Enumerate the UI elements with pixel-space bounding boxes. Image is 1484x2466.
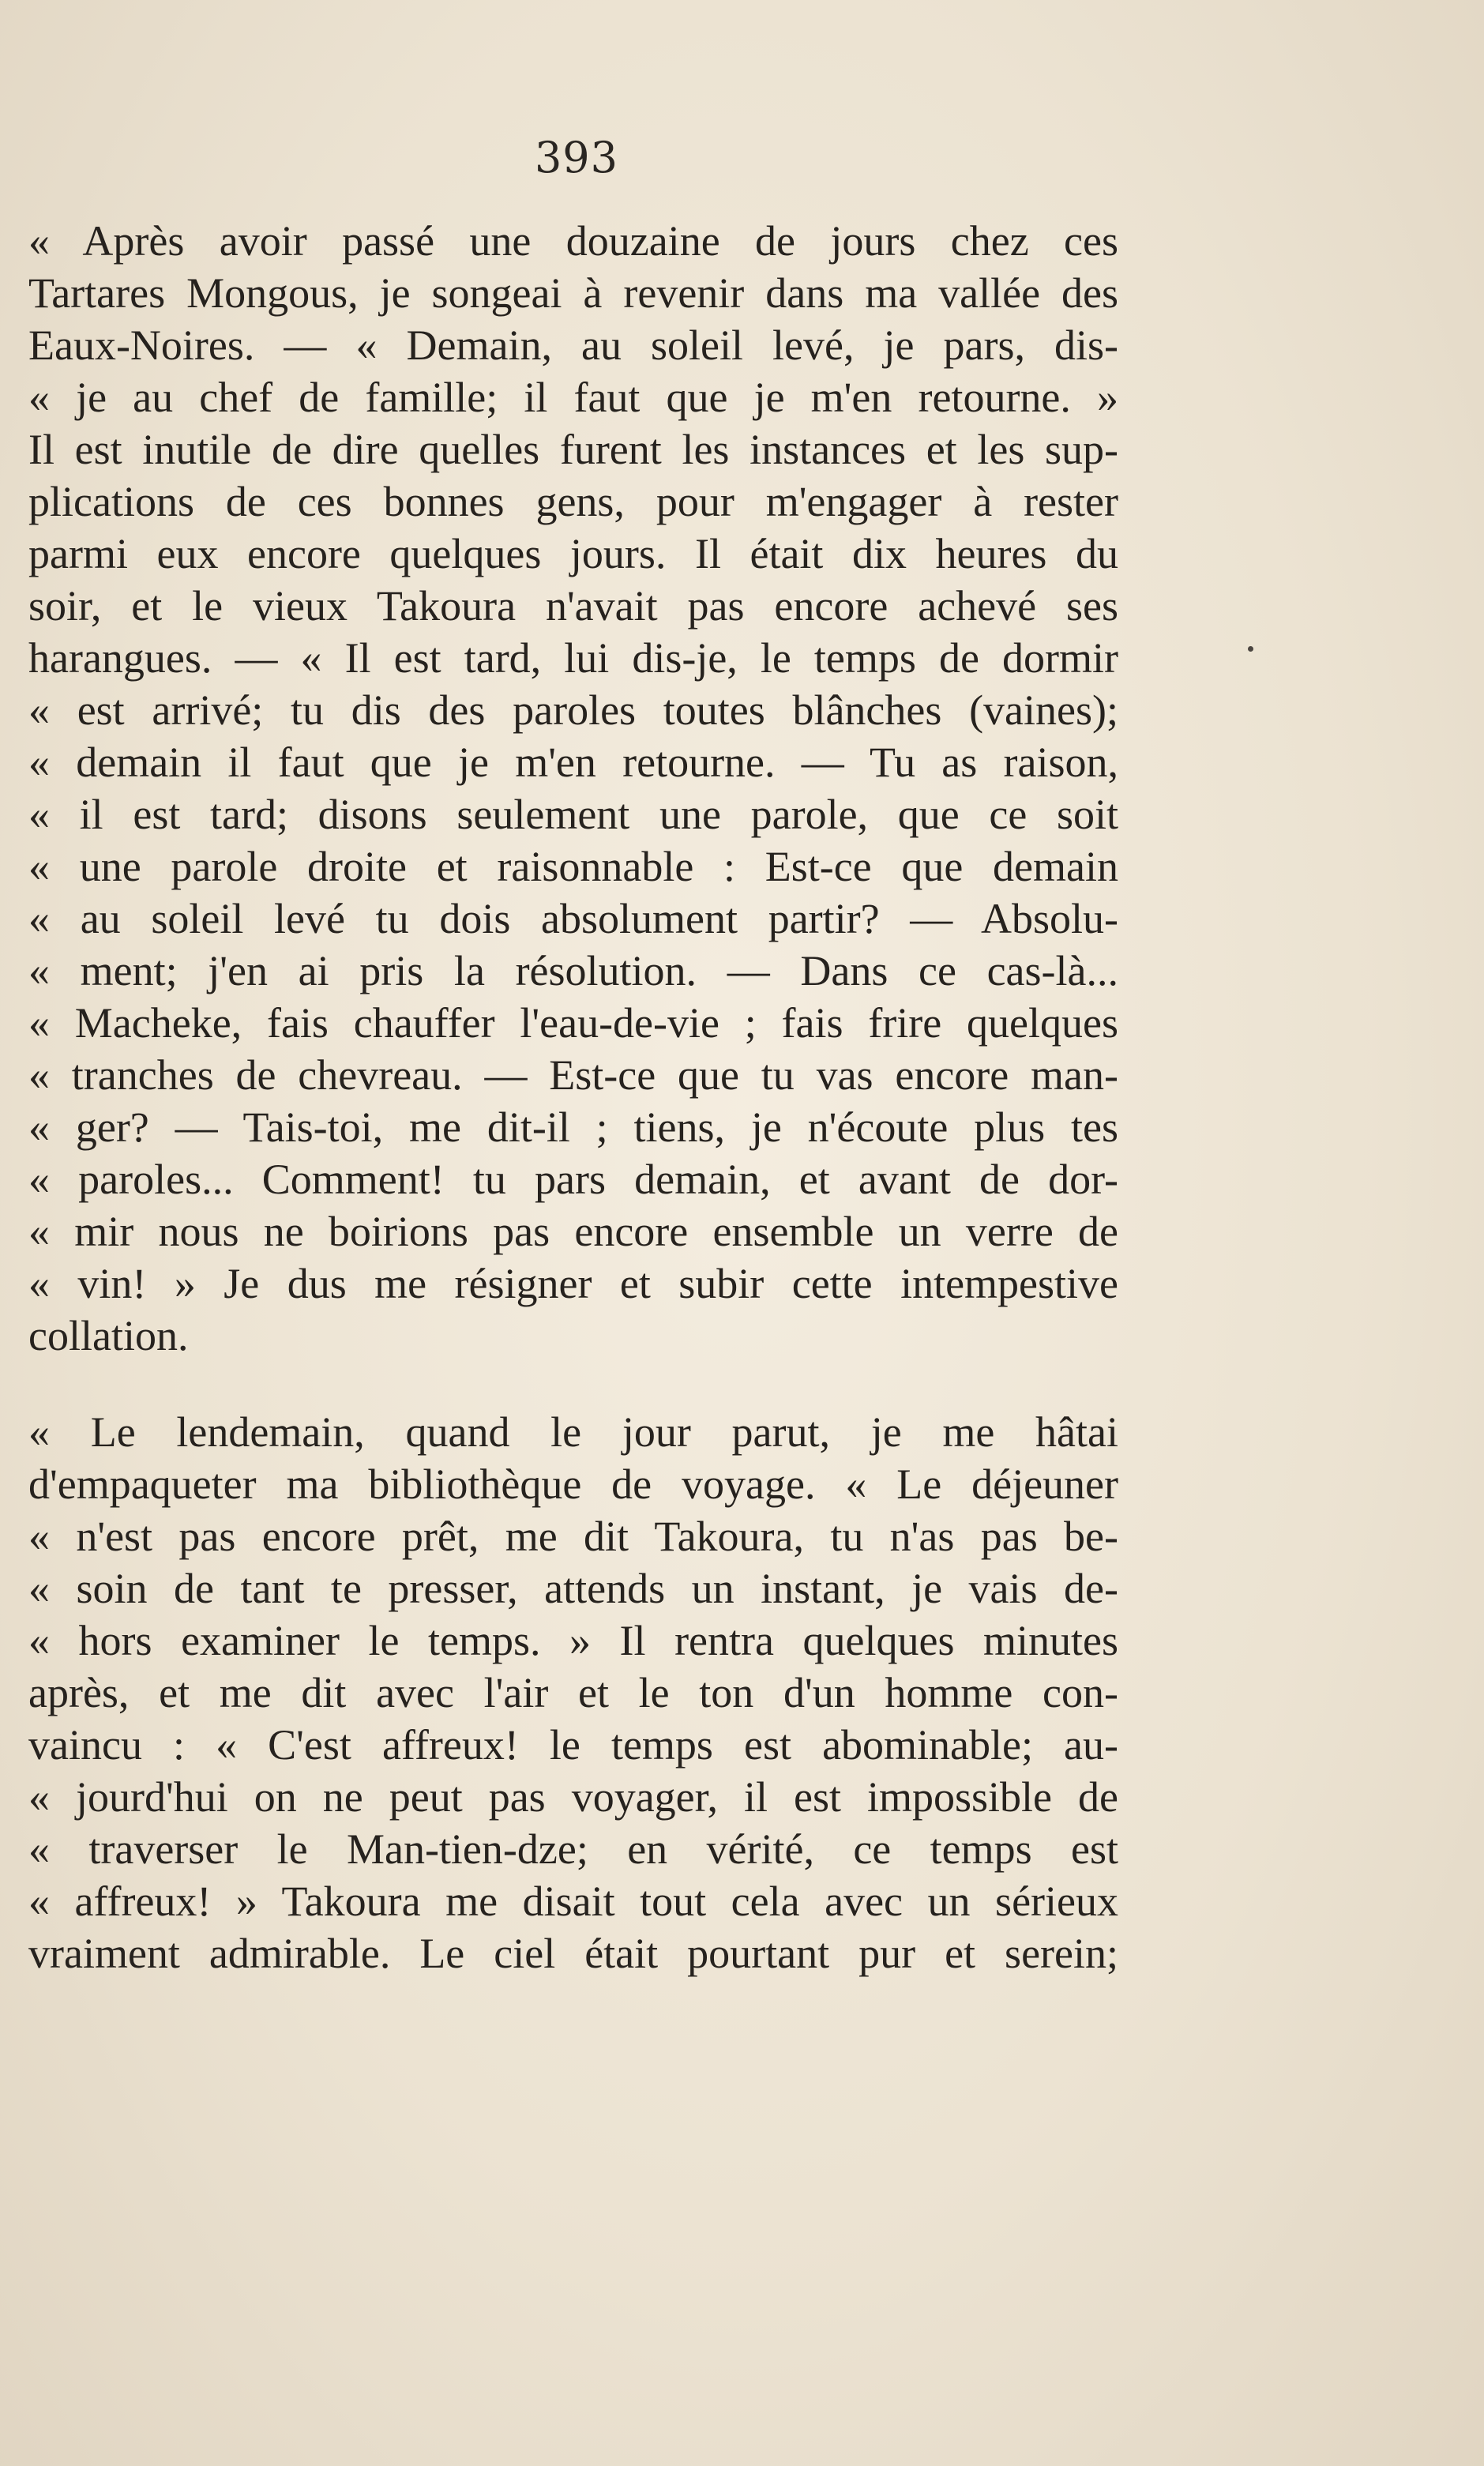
text-line: plications de ces bonnes gens, pour m'engager à rester <box>28 478 1118 525</box>
text-line: « au soleil levé tu dois absolument partir? — Absolu- <box>28 895 1118 942</box>
text-line: « Le lendemain, quand le jour parut, je me hâtai <box>28 1408 1118 1456</box>
text-line: « ment; j'en ai pris la résolution. — Dans ce cas-là... <box>28 947 1118 994</box>
text-line: après, et me dit avec l'air et le ton d'un homme con- <box>28 1669 1118 1716</box>
text-line: « je au chef de famille; il faut que je m'en retourne. » <box>28 374 1118 421</box>
text-line: « hors examiner le temps. » Il rentra quelques minutes <box>28 1617 1118 1664</box>
text-line: « Après avoir passé une douzaine de jours chez ces <box>28 217 1118 265</box>
text-line: « soin de tant te presser, attends un instant, je vais de- <box>28 1565 1118 1612</box>
text-line: harangues. — « Il est tard, lui dis-je, le temps de dormir <box>28 634 1118 682</box>
text-line: « ger? — Tais-toi, me dit-il ; tiens, je n'écoute plus tes <box>28 1103 1118 1151</box>
text-line: d'empaqueter ma bibliothèque de voyage. « Le déjeuner <box>28 1460 1118 1508</box>
text-line: Tartares Mongous, je songeai à revenir dans ma vallée des <box>28 269 1118 317</box>
text-line: « traverser le Man-tien-dze; en vérité, ce temps est <box>28 1825 1118 1873</box>
text-line: « n'est pas encore prêt, me dit Takoura, tu n'as pas be- <box>28 1513 1118 1560</box>
text-line: « tranches de chevreau. — Est-ce que tu vas encore man- <box>28 1051 1118 1099</box>
paragraph <box>28 215 1118 1362</box>
page-number: 393 <box>534 133 619 182</box>
text-line: parmi eux encore quelques jours. Il était dix heures du <box>28 530 1118 577</box>
text-line: « demain il faut que je m'en retourne. — Tu as raison, <box>28 739 1118 786</box>
paragraph-gap <box>28 1362 1118 1406</box>
text-line: « jourd'hui on ne peut pas voyager, il est impossible de <box>28 1773 1118 1821</box>
text-line: vraiment admirable. Le ciel était pourtant pur et serein; <box>28 1930 1118 1977</box>
ink-speck <box>1248 646 1253 652</box>
text-line: Eaux-Noires. — « Demain, au soleil levé, je pars, dis- <box>28 321 1118 369</box>
text-line: « paroles... Comment! tu pars demain, et avant de dor- <box>28 1156 1118 1203</box>
text-line: « Macheke, fais chauffer l'eau-de-vie ; fais frire quelques <box>28 999 1118 1047</box>
body-text <box>28 215 1118 1979</box>
text-line: « une parole droite et raisonnable : Est-ce que demain <box>28 843 1118 890</box>
text-line: « vin! » Je dus me résigner et subir cette intempestive <box>28 1260 1118 1307</box>
text-line: « affreux! » Takoura me disait tout cela avec un sérieux <box>28 1878 1118 1925</box>
text-line: Il est inutile de dire quelles furent les instances et les sup- <box>28 426 1118 473</box>
text-line: « est arrivé; tu dis des paroles toutes blânches (vaines); <box>28 686 1118 734</box>
paragraph <box>28 1406 1118 1979</box>
text-line: soir, et le vieux Takoura n'avait pas encore achevé ses <box>28 582 1118 630</box>
text-line: « il est tard; disons seulement une parole, que ce soit <box>28 791 1118 838</box>
text-line: vaincu : « C'est affreux! le temps est abominable; au- <box>28 1721 1118 1769</box>
text-line: collation. <box>28 1312 189 1359</box>
text-line: « mir nous ne boirions pas encore ensemble un verre de <box>28 1208 1118 1255</box>
